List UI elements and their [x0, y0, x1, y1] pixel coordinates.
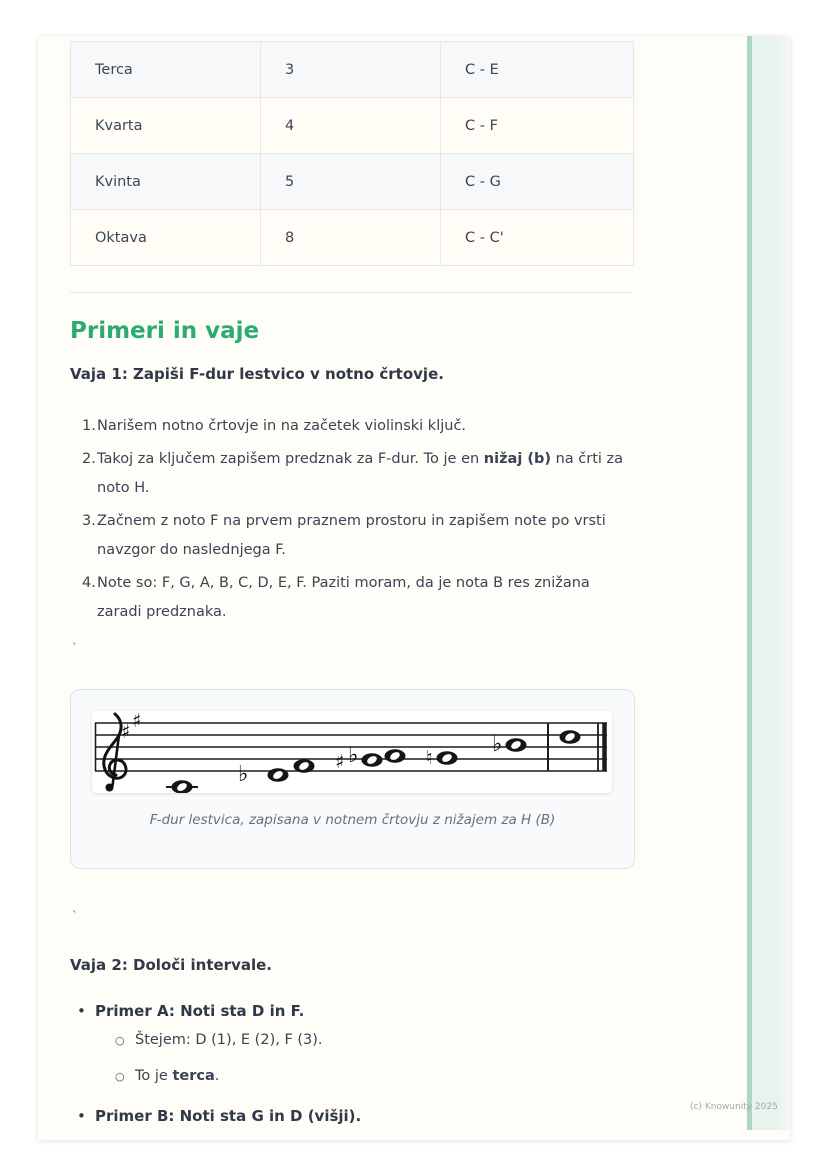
table-row	[71, 154, 634, 210]
interval-name-cell: Kvarta	[71, 98, 261, 154]
vaja1-steps-list	[70, 412, 633, 627]
vaja2-title: Vaja 2: Določi intervale.	[70, 956, 272, 974]
interval-name-cell: Kvinta	[71, 154, 261, 210]
copyright-text: (c) Knowunity 2025	[690, 1102, 778, 1112]
stray-tick: `	[72, 641, 78, 654]
step-text: Note so: F, G, A, B, C, D, E, F. Paziti moram, da je nota B res znižana zaradi predznaka.	[97, 575, 590, 620]
interval-size-cell: 8	[261, 210, 441, 266]
whole-note	[506, 738, 527, 752]
list-number: 2.	[82, 451, 96, 467]
music-staff-image	[92, 711, 612, 793]
sharp-icon: ♯	[335, 751, 345, 773]
vaja1-title: Vaja 1: Zapiši F-dur lestvico v notno črtovje.	[70, 365, 444, 383]
interval-size-cell: 5	[261, 154, 441, 210]
bullet-icon: •	[77, 1002, 86, 1020]
whole-note	[385, 749, 406, 763]
document-content	[70, 36, 633, 1128]
table-row	[71, 98, 634, 154]
whole-note	[560, 730, 581, 744]
item-text-post: .	[214, 1068, 220, 1084]
section-heading: Primeri in vaje	[70, 318, 260, 344]
interval-example-cell: C - C'	[441, 210, 634, 266]
list-subitem	[70, 1064, 633, 1088]
music-staff-svg	[92, 711, 612, 793]
interval-example-cell: C - E	[441, 42, 634, 98]
table-row	[71, 42, 634, 98]
sharp-icon: ♯	[121, 721, 131, 743]
step-text: Takoj za ključem zapišem predznak za F-dur. To je en	[97, 451, 484, 467]
step-text-bold: nižaj (b)	[483, 451, 551, 467]
figure-caption: F-dur lestvica, zapisana v notnem črtovju z nižajem za H (B)	[149, 812, 556, 828]
interval-size-cell: 4	[261, 98, 441, 154]
flat-icon: ♭	[492, 732, 503, 757]
whole-note	[268, 768, 289, 782]
whole-note	[294, 759, 315, 773]
interval-example-cell: C - F	[441, 98, 634, 154]
circle-bullet-icon: ○	[115, 1034, 125, 1047]
list-number: 3.	[82, 513, 96, 529]
interval-name-cell: Terca	[71, 42, 261, 98]
step-text-post: na črti za noto H.	[97, 451, 624, 496]
document-page	[38, 36, 790, 1140]
sharp-icon: ♯	[132, 711, 142, 732]
intervals-table	[70, 41, 634, 266]
list-item	[70, 445, 633, 503]
interval-example-cell: C - G	[441, 154, 634, 210]
list-item	[70, 412, 633, 441]
flat-icon: ♭	[238, 762, 249, 787]
item-text-bold: Primer B: Noti sta G in D (višji).	[95, 1107, 362, 1125]
bullet-icon: •	[77, 1107, 86, 1125]
item-text-bold: terca	[172, 1068, 215, 1084]
whole-note	[437, 751, 458, 765]
item-text: Štejem: D (1), E (2), F (3).	[135, 1032, 323, 1048]
step-text: Začnem z noto F na prvem praznem prostoru in zapišem note po vrsti navzgor do naslednjega F.	[97, 513, 606, 558]
table-row	[71, 210, 634, 266]
whole-note	[362, 753, 383, 767]
flat-icon: ♭	[348, 743, 359, 768]
page-edge-strip	[752, 36, 790, 1130]
interval-name-cell: Oktava	[71, 210, 261, 266]
figure-card	[70, 689, 635, 869]
list-item	[70, 999, 633, 1023]
list-item	[70, 1104, 633, 1128]
stray-tick: `	[72, 909, 78, 922]
circle-bullet-icon: ○	[115, 1070, 125, 1083]
list-item	[70, 569, 633, 627]
interval-size-cell: 3	[261, 42, 441, 98]
list-subitem	[70, 1028, 633, 1052]
whole-note	[172, 780, 193, 793]
list-item	[70, 507, 633, 565]
list-number: 4.	[82, 575, 96, 591]
item-text: To je	[135, 1068, 173, 1084]
item-text-bold: Primer A: Noti sta D in F.	[95, 1002, 305, 1020]
vaja2-list	[70, 999, 633, 1128]
list-number: 1.	[82, 418, 96, 434]
step-text: Narišem notno črtovje in na začetek violinski ključ.	[97, 418, 467, 434]
section-divider	[70, 292, 633, 293]
natural-icon: ♮	[426, 747, 433, 769]
